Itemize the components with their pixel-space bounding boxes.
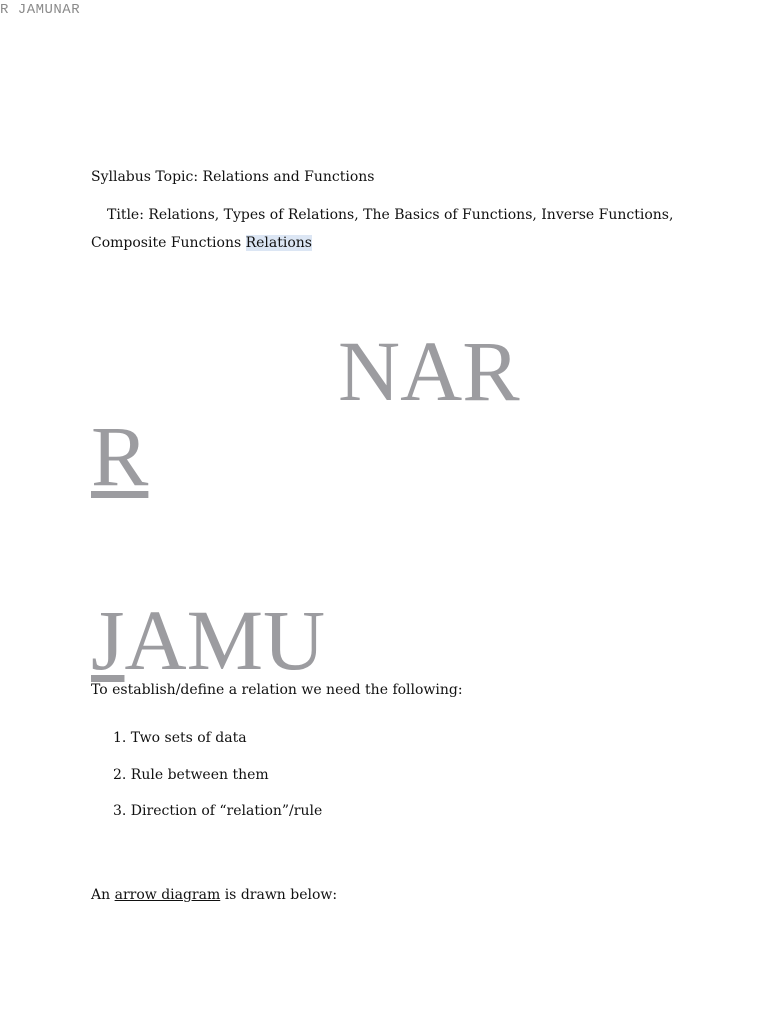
establish-sentence: To establish/define a relation we need the following: <box>91 682 463 698</box>
arrow-prefix: An <box>91 887 111 903</box>
watermark-r-letter: R <box>91 408 149 504</box>
arrow-suffix: is drawn below: <box>224 887 338 903</box>
requirements-list <box>113 724 322 834</box>
watermark-r <box>91 408 149 504</box>
list-item: 3. Direction of “relation”/rule <box>113 803 323 819</box>
list-item: 2. Rule between them <box>113 766 269 783</box>
arrow-diagram-link[interactable]: arrow diagram <box>114 887 221 903</box>
watermark-j-letter: J <box>91 592 125 688</box>
arrow-diagram-sentence <box>91 881 337 909</box>
watermark-nar: NAR <box>338 323 520 419</box>
title-paragraph <box>91 201 691 257</box>
header-watermark-text: R JAMUNAR <box>0 2 81 18</box>
watermark-amu-letters: AMU <box>124 592 326 688</box>
selected-text-relations[interactable]: Relations <box>245 235 312 251</box>
title-text: Title: Relations, Types of Relations, The Basics of Functions, Inverse Functions, Composite Functions <box>91 207 674 251</box>
watermark-jamu <box>91 592 326 688</box>
syllabus-topic: Syllabus Topic: Relations and Functions <box>91 169 375 185</box>
list-item: 1. Two sets of data <box>113 730 247 746</box>
